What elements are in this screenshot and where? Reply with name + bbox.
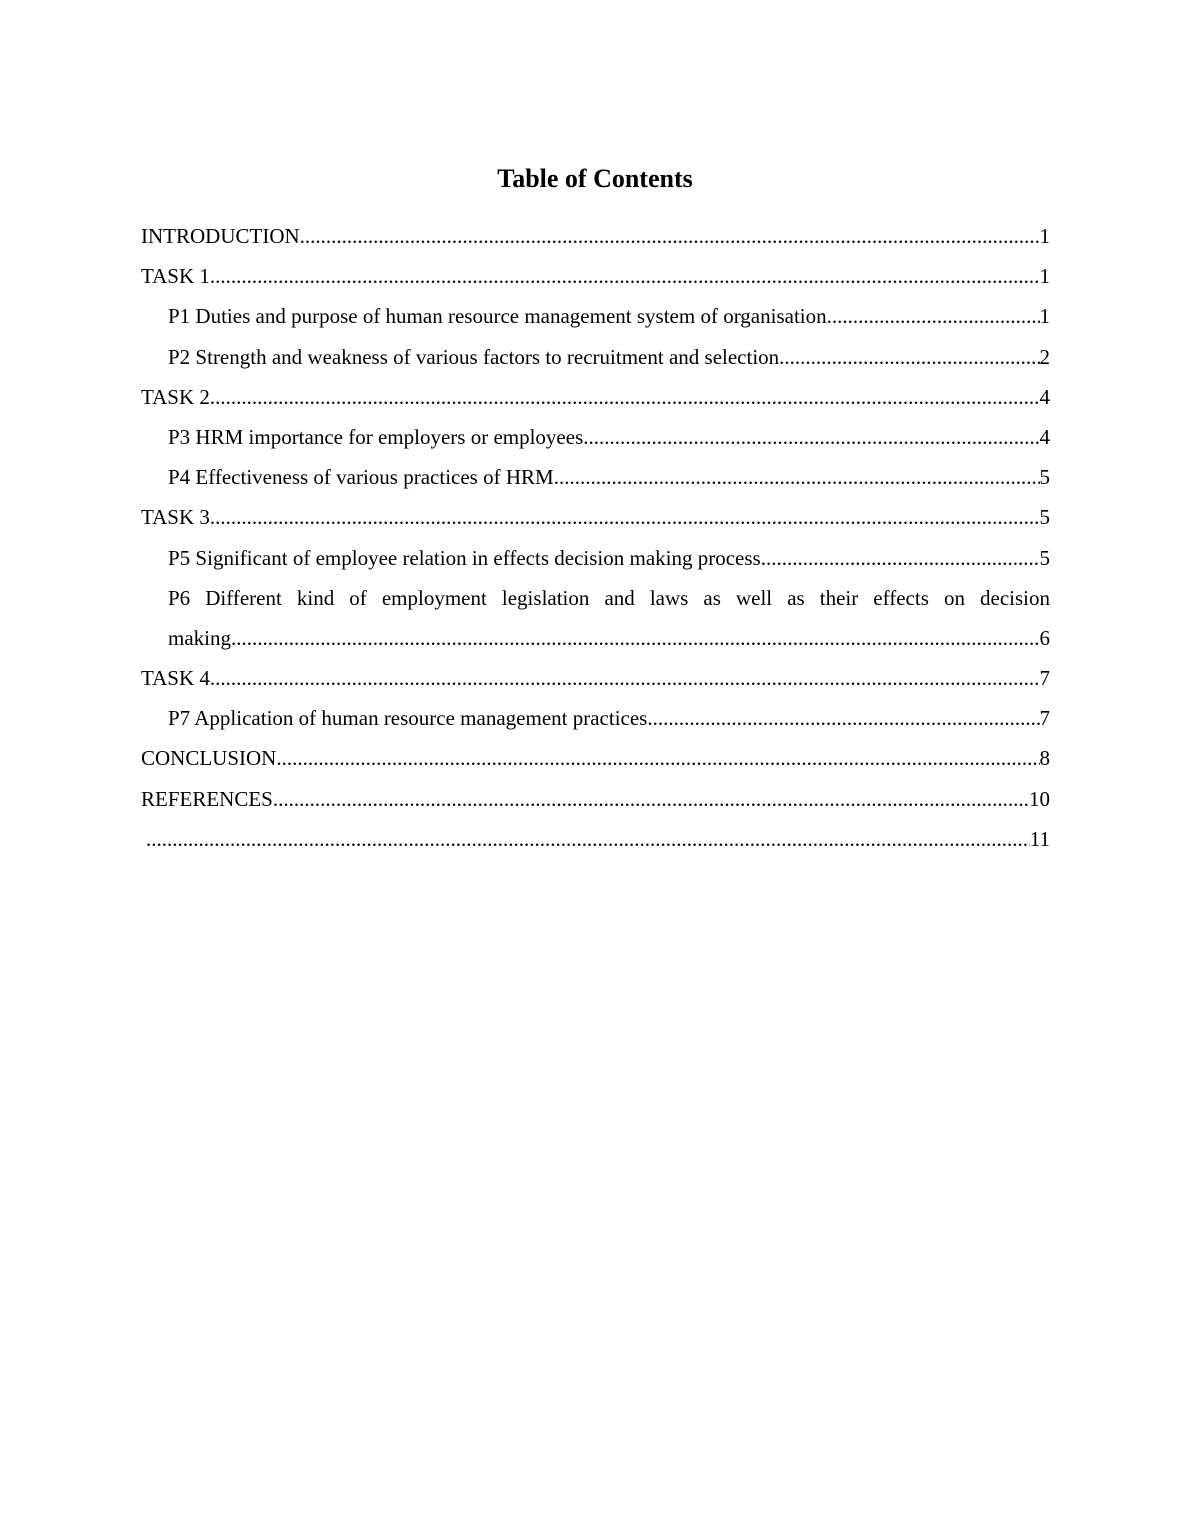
toc-entry-text: TASK 3 xyxy=(141,505,210,530)
toc-entry-text: P7 Application of human resource management practices xyxy=(168,706,648,731)
toc-page-number: 5 xyxy=(1039,465,1050,490)
toc-entry-text: TASK 1 xyxy=(141,264,210,289)
toc-dot-leader xyxy=(146,819,1030,859)
table-of-contents xyxy=(141,216,1050,859)
toc-entry-text: P3 HRM importance for employers or employees xyxy=(168,424,584,449)
toc-entry-introduction[interactable] xyxy=(141,216,1050,256)
toc-entry-text: P2 Strength and weakness of various factors to recruitment and selection xyxy=(168,344,780,369)
toc-entry-text-line-2: making xyxy=(168,625,231,650)
toc-entry-p1[interactable] xyxy=(141,296,1050,336)
toc-entry-text: P1 Duties and purpose of human resource management system of organisation xyxy=(168,304,827,329)
toc-page-number: 6 xyxy=(1039,625,1050,650)
toc-dot-leader xyxy=(210,497,1040,537)
toc-dot-leader xyxy=(276,738,1039,778)
toc-page-number: 4 xyxy=(1039,424,1050,449)
toc-entry-text-line-1: P6 Different kind of employment legislation and laws as well as their effects on decision xyxy=(168,585,1050,610)
toc-page-number: 11 xyxy=(1029,826,1050,851)
toc-page-number: 1 xyxy=(1039,224,1050,248)
toc-dot-leader xyxy=(210,377,1040,417)
toc-entry-p4[interactable] xyxy=(141,457,1050,497)
toc-entry-task-3[interactable] xyxy=(141,497,1050,537)
toc-dot-leader xyxy=(300,216,1040,256)
toc-page-number: 7 xyxy=(1039,666,1050,691)
toc-entry-untitled[interactable] xyxy=(141,819,1050,859)
toc-entry-p6[interactable] xyxy=(141,578,1050,658)
toc-page-number: 4 xyxy=(1039,384,1050,409)
toc-entry-text: P4 Effectiveness of various practices of HRM xyxy=(168,465,554,490)
toc-entry-task-4[interactable] xyxy=(141,658,1050,698)
toc-entry-task-2[interactable] xyxy=(141,377,1050,417)
toc-entry-text: CONCLUSION xyxy=(141,746,277,771)
toc-dot-leader xyxy=(273,779,1029,819)
toc-entry-text: TASK 4 xyxy=(141,666,210,691)
toc-page-number: 2 xyxy=(1039,344,1050,369)
toc-dot-leader xyxy=(210,256,1040,296)
toc-page-number: 1 xyxy=(1039,304,1050,329)
toc-entry-p5[interactable] xyxy=(141,538,1050,578)
toc-dot-leader xyxy=(583,417,1039,457)
toc-page-number: 5 xyxy=(1039,505,1050,530)
toc-entry-text: P5 Significant of employee relation in effects decision making process xyxy=(168,545,761,570)
toc-dot-leader xyxy=(554,457,1040,497)
toc-page-number: 1 xyxy=(1039,264,1050,289)
toc-page-number: 8 xyxy=(1039,746,1050,771)
toc-dot-leader xyxy=(779,337,1039,377)
toc-title: Table of Contents xyxy=(497,164,693,193)
toc-entry-references[interactable] xyxy=(141,779,1050,819)
toc-page-number: 7 xyxy=(1039,706,1050,731)
toc-entry-text: INTRODUCTION xyxy=(141,224,300,248)
toc-entry-p2[interactable] xyxy=(141,337,1050,377)
toc-dot-leader xyxy=(231,618,1040,658)
toc-entry-task-1[interactable] xyxy=(141,256,1050,296)
toc-entry-p7[interactable] xyxy=(141,698,1050,738)
toc-dot-leader xyxy=(647,698,1039,738)
toc-page-number: 10 xyxy=(1029,786,1050,811)
toc-page-number: 5 xyxy=(1039,545,1050,570)
toc-entry-text: REFERENCES xyxy=(141,786,273,811)
toc-entry-p3[interactable] xyxy=(141,417,1050,457)
toc-dot-leader xyxy=(210,658,1040,698)
toc-entry-text: TASK 2 xyxy=(141,384,210,409)
toc-entry-conclusion[interactable] xyxy=(141,738,1050,778)
toc-entry-line-2 xyxy=(168,618,1050,658)
toc-dot-leader xyxy=(827,296,1040,336)
toc-dot-leader xyxy=(761,538,1040,578)
